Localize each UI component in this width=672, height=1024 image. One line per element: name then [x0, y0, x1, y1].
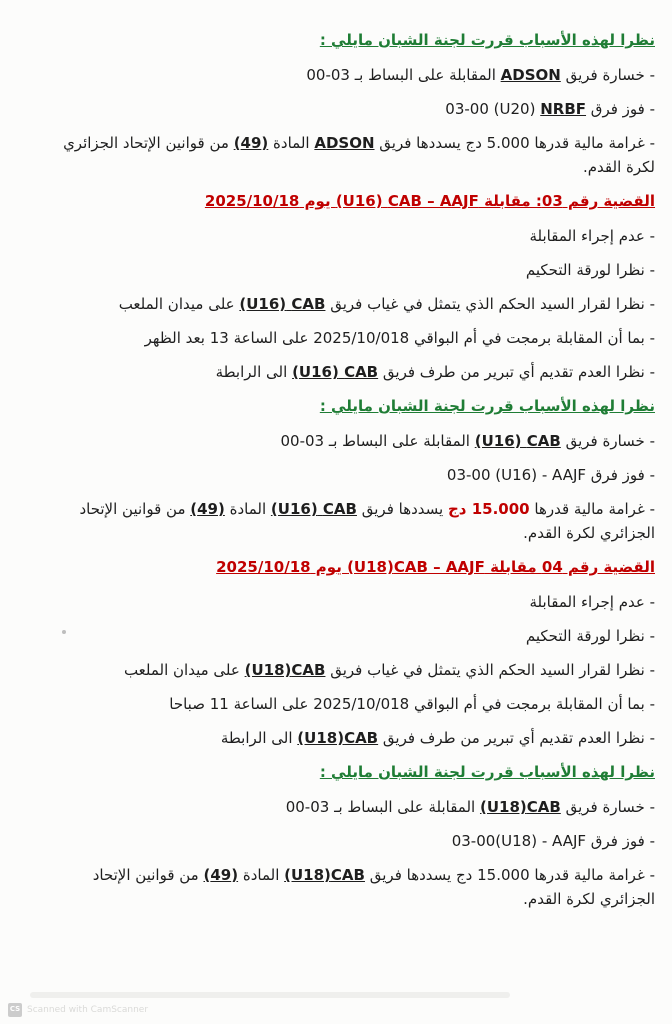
- text-segment: - نظرا لقرار السيد الحكم الذي يتمثل في غياب فريق: [325, 295, 655, 313]
- match-teams: CAB – AAJF: [393, 558, 485, 576]
- category-code: (U20): [493, 100, 536, 118]
- text-segment: - فوز فرق: [586, 832, 655, 850]
- decision-intro-header-3: [34, 760, 655, 784]
- team-code: CAB: [526, 432, 561, 450]
- text-segment: الى الرابطة: [220, 729, 298, 747]
- bullet-loss-adson: [34, 63, 655, 87]
- team-code: CAB: [526, 798, 561, 816]
- team-code: ADSON: [500, 66, 561, 84]
- text-segment: نظرا لهذه الأسباب قررت لجنة الشبان مايلي :: [319, 31, 655, 49]
- watermark-text: Scanned with CamScanner: [27, 1004, 149, 1015]
- fine-amount: 15.000 دج: [448, 500, 530, 518]
- text-segment: المقابلة على البساط بـ 03-00: [280, 432, 475, 450]
- text-segment: يسددها فريق: [356, 500, 448, 518]
- category-code: (U16): [474, 432, 522, 450]
- team-code: CAB: [291, 661, 326, 679]
- text-segment: نظرا لهذه الأسباب قررت لجنة الشبان مايلي :: [319, 397, 655, 415]
- category-code: (U18): [495, 832, 538, 850]
- text-segment: -: [537, 466, 553, 484]
- text-segment: - نظرا لقرار السيد الحكم الذي يتمثل في غياب فريق: [325, 661, 655, 679]
- decision-intro-header-2: [34, 394, 655, 418]
- category-code: (U18): [244, 661, 292, 679]
- case-04-header: [34, 555, 655, 579]
- text-segment: - خسارة فريق: [560, 798, 655, 816]
- bullet-win-aajf-u18: [34, 829, 655, 853]
- text-segment: المقابلة على البساط بـ 03-00: [306, 66, 501, 84]
- text-segment: يوم 2025/10/18: [216, 558, 348, 576]
- text-segment: - خسارة فريق: [560, 432, 655, 450]
- text-segment: المادة: [238, 866, 285, 884]
- category-code: (U16): [270, 500, 318, 518]
- text-segment: - فوز فرق: [586, 466, 655, 484]
- bullet-no-match-u18: [34, 590, 655, 614]
- text-segment: - نظرا لورقة التحكيم: [525, 261, 655, 279]
- text-segment: على ميدان الملعب: [123, 661, 245, 679]
- text-segment: نظرا لهذه الأسباب قررت لجنة الشبان مايلي :: [319, 763, 655, 781]
- text-segment: - عدم إجراء المقابلة: [529, 227, 655, 245]
- team-code: AAJF: [552, 466, 587, 484]
- article-ref: (49): [203, 866, 239, 884]
- bullet-no-justification-u18: [34, 726, 655, 750]
- bullet-no-match-u16: [34, 224, 655, 248]
- text-segment: 00-03: [445, 100, 494, 118]
- text-segment: من قوانين الإتحاد الجزائري لكرة القدم.: [74, 500, 655, 542]
- category-code: (U18): [347, 558, 394, 576]
- decision-intro-header-1: [34, 28, 655, 52]
- text-segment: القضية رقم 04 مقابلة: [484, 558, 655, 576]
- text-segment: - بما أن المقابلة برمجت في أم البواقي 2025/10/018 على الساعة 13 بعد الظهر: [144, 329, 655, 347]
- bullet-schedule-u16: [34, 326, 655, 350]
- category-code: (U16): [239, 295, 287, 313]
- category-code: (U16): [292, 363, 339, 381]
- text-segment: يوم 2025/10/18: [204, 192, 336, 210]
- category-code: (U18): [297, 729, 345, 747]
- text-segment: - غرامة مالية قدرها: [529, 500, 655, 518]
- text-segment: - نظرا لورقة التحكيم: [525, 627, 655, 645]
- text-segment: - غرامة مالية قدرها 5.000 دج يسددها فريق: [374, 134, 655, 152]
- bullet-fine-adson: [34, 131, 655, 179]
- article-ref: (49): [233, 134, 269, 152]
- text-segment: المادة: [224, 500, 271, 518]
- bullet-schedule-u18: [34, 692, 655, 716]
- case-03-header: [34, 189, 655, 213]
- team-code: CAB: [344, 729, 379, 747]
- text-segment: - بما أن المقابلة برمجت في أم البواقي 2025/10/018 على الساعة 11 صباحا: [169, 695, 655, 713]
- stray-mark: [62, 630, 66, 634]
- bullet-loss-cab-u18: [34, 795, 655, 819]
- text-segment: - غرامة مالية قدرها 15.000 دج يسددها فريق: [364, 866, 655, 884]
- category-code: (U16): [495, 466, 538, 484]
- team-code: CAB: [322, 500, 357, 518]
- text-segment: من قوانين الإتحاد الجزائري لكرة القدم.: [87, 866, 655, 908]
- bullet-referee-sheet-u16: [34, 258, 655, 282]
- bullet-fine-cab-u18: [34, 863, 655, 911]
- bullet-referee-decision-u18: [34, 658, 655, 682]
- bullet-no-justification-u16: [34, 360, 655, 384]
- text-segment: من قوانين الإتحاد الجزائري لكرة القدم.: [58, 134, 655, 176]
- text-segment: 00-03: [446, 466, 496, 484]
- team-code: CAB: [330, 866, 365, 884]
- bullet-loss-cab-u16: [34, 429, 655, 453]
- text-segment: 00-03: [451, 832, 496, 850]
- camscanner-icon: CS: [8, 1003, 22, 1017]
- text-segment: على ميدان الملعب: [118, 295, 240, 313]
- team-code: NRBF: [540, 100, 587, 118]
- bullet-referee-sheet-u18: [34, 624, 655, 648]
- category-code: (U16): [335, 192, 383, 210]
- scan-smudge: [30, 992, 510, 998]
- text-segment: المقابلة على البساط بـ 03-00: [285, 798, 480, 816]
- text-segment: - نظرا العدم تقديم أي تبرير من طرف فريق: [378, 729, 655, 747]
- text-segment: المادة: [268, 134, 315, 152]
- team-code: AAJF: [552, 832, 587, 850]
- bullet-referee-decision-u16: [34, 292, 655, 316]
- camscanner-watermark: [8, 1003, 148, 1017]
- article-ref: (49): [190, 500, 225, 518]
- text-segment: القضية رقم 03: مقابلة: [478, 192, 655, 210]
- bullet-fine-cab-u16: [34, 497, 655, 545]
- team-code: CAB: [291, 295, 326, 313]
- bullet-win-aajf-u16: [34, 463, 655, 487]
- bullet-win-nrbf: [34, 97, 655, 121]
- match-teams: CAB – AAJF: [387, 192, 479, 210]
- text-segment: - نظرا العدم تقديم أي تبرير من طرف فريق: [378, 363, 655, 381]
- team-code: ADSON: [314, 134, 375, 152]
- category-code: (U18): [284, 866, 331, 884]
- text-segment: - فوز فرق: [586, 100, 655, 118]
- team-code: CAB: [344, 363, 379, 381]
- text-segment: الى الرابطة: [215, 363, 293, 381]
- text-segment: - خسارة فريق: [560, 66, 655, 84]
- text-segment: -: [537, 832, 553, 850]
- text-segment: - عدم إجراء المقابلة: [529, 593, 655, 611]
- category-code: (U18): [479, 798, 527, 816]
